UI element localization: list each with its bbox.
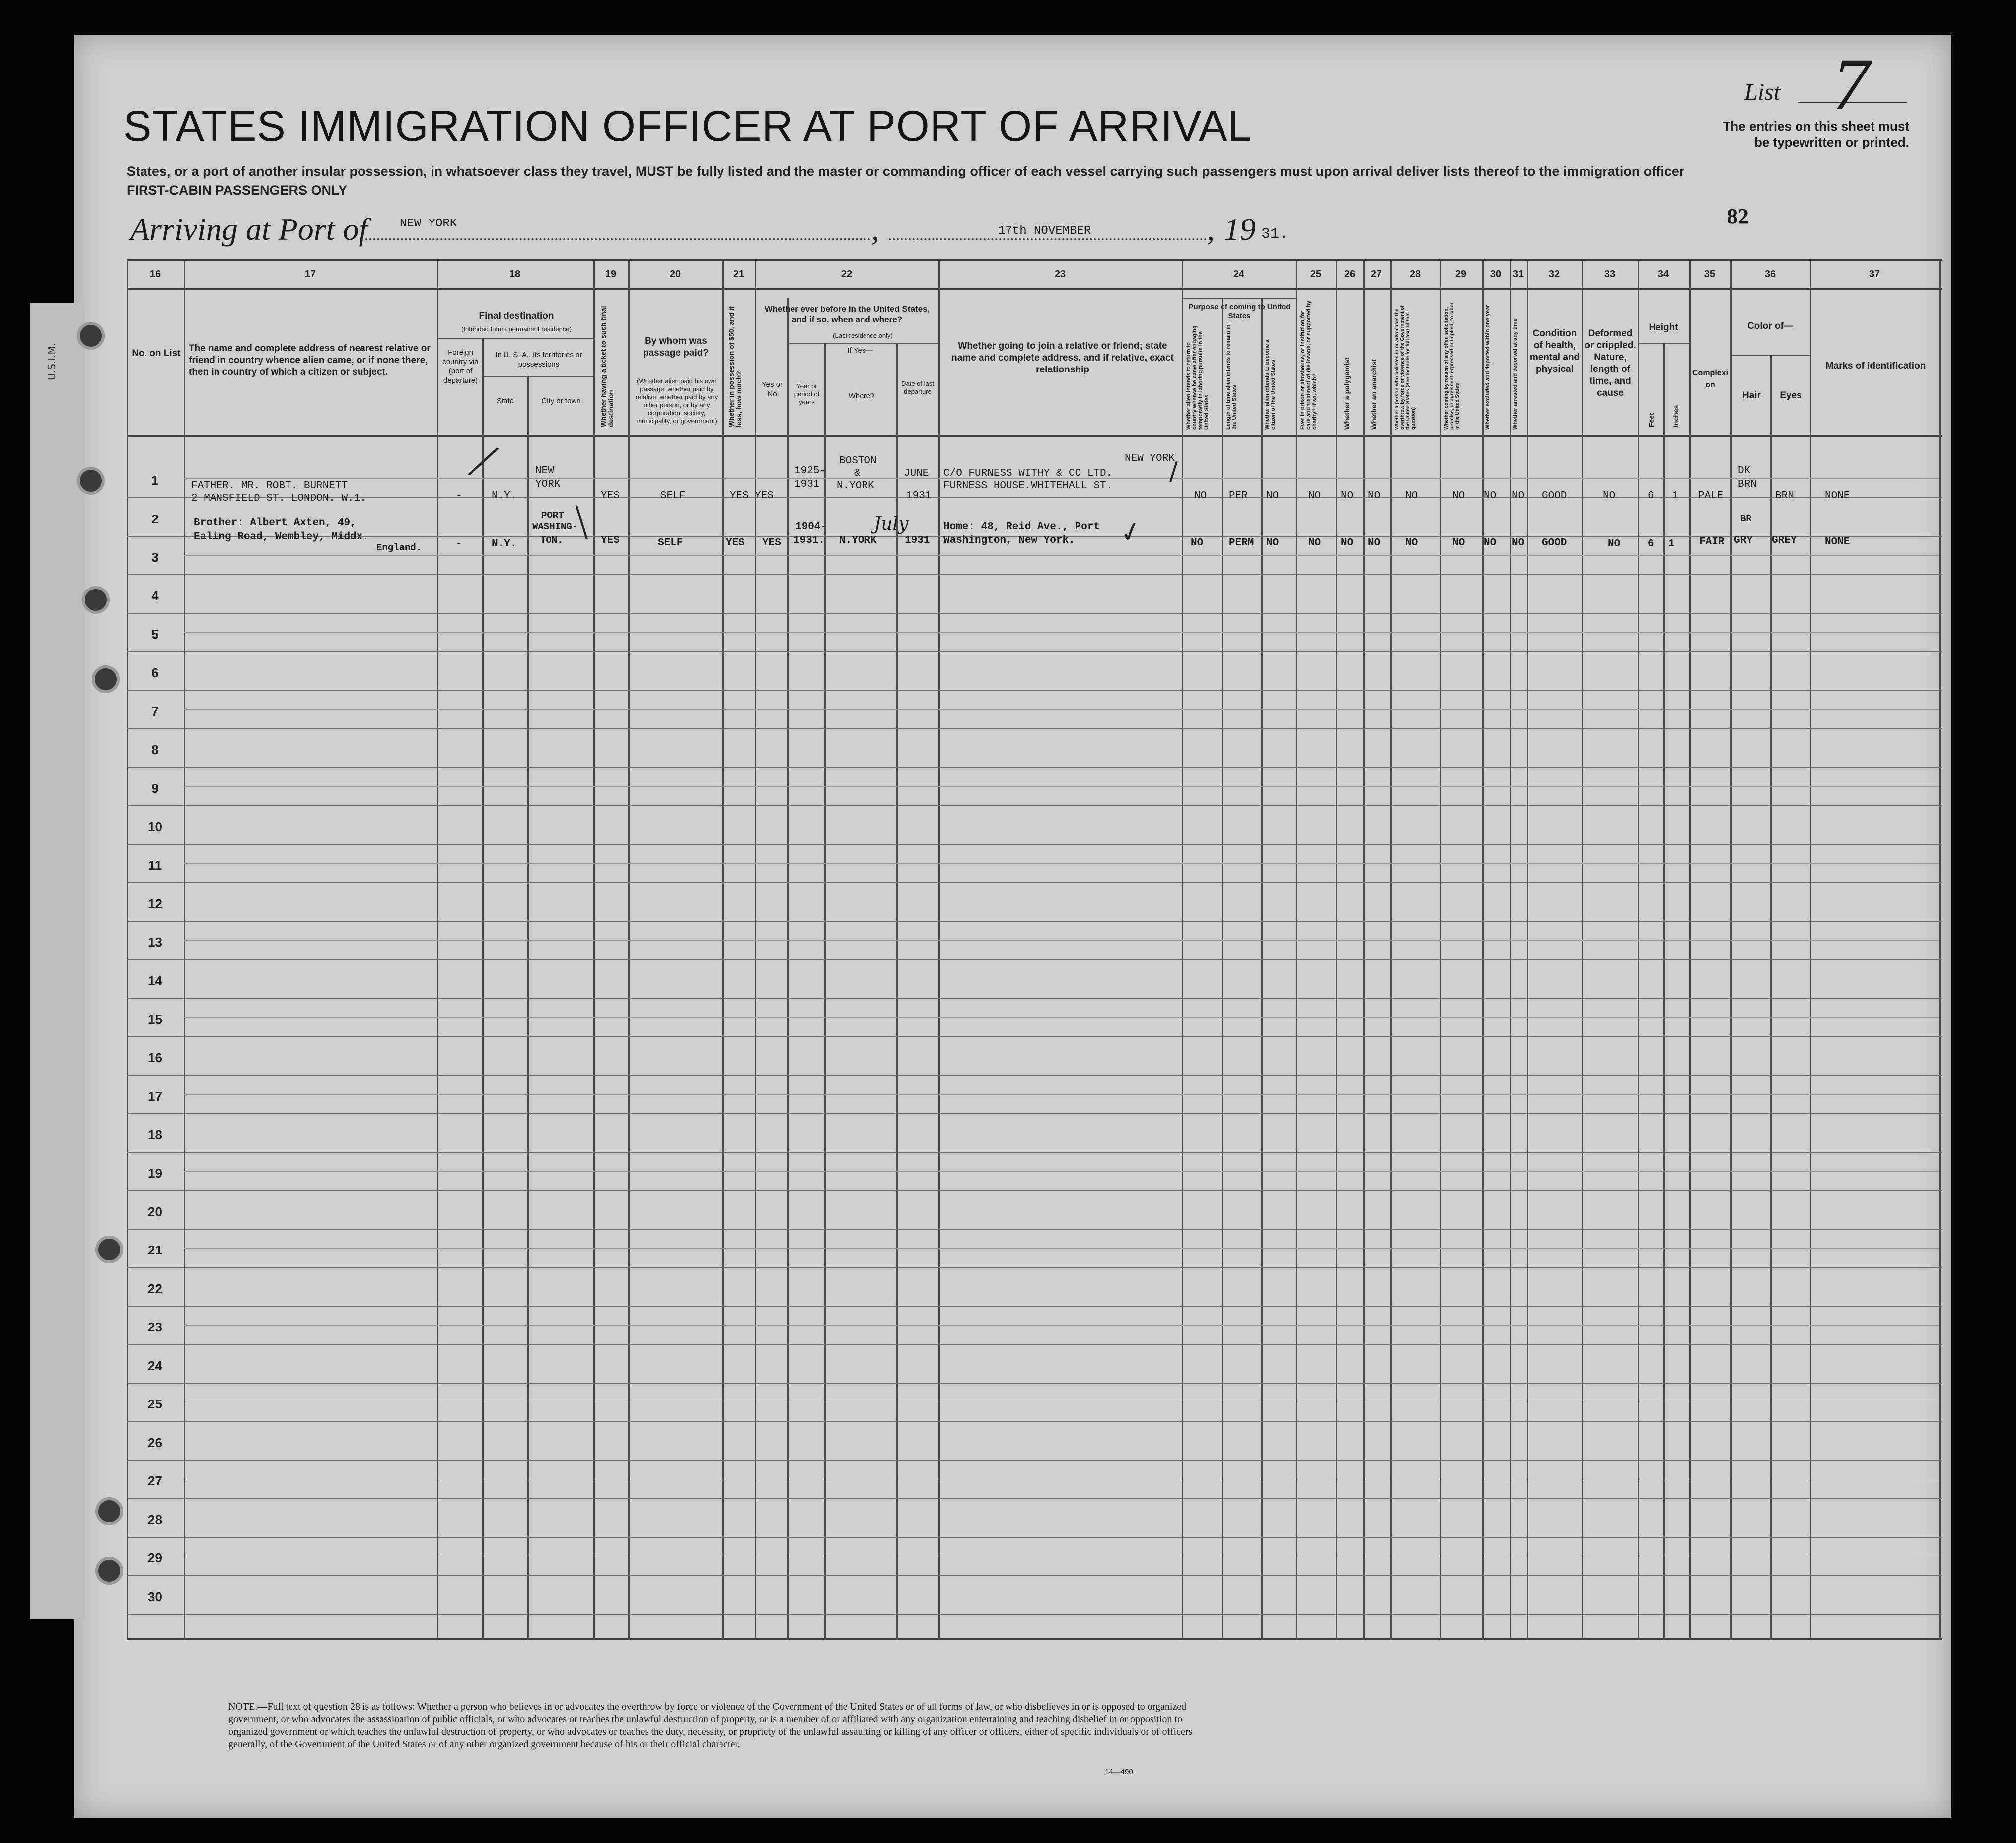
column-number: 37 (1869, 269, 1880, 280)
row-subrule (184, 632, 1939, 633)
row1-joining-line2: C/O FURNESS WITHY & CO LTD. (943, 468, 1113, 479)
column-rule (896, 343, 898, 1639)
row-rule (127, 1460, 1942, 1461)
binding-hole-icon (77, 322, 105, 350)
header-color: Color of— (1747, 321, 1793, 331)
row-rule (127, 690, 1942, 691)
header-passage-paid: By whom was passage paid? (643, 336, 709, 358)
date-value: 17th NOVEMBER (998, 224, 1091, 238)
header-purpose-citizen: Whether alien intends to become a citizen of the United States (1264, 339, 1276, 430)
list-label: List (1744, 79, 1781, 105)
year-suffix: 31. (1261, 226, 1289, 243)
row1-return: NO (1194, 490, 1207, 502)
row1-years-line1: 1925- (794, 465, 826, 477)
column-rule (1510, 261, 1511, 1639)
port-value: NEW YORK (400, 217, 457, 230)
row1-ticket: YES (601, 490, 620, 502)
row-number: 27 (148, 1474, 162, 1488)
row-number: 6 (151, 665, 159, 680)
column-number: 20 (669, 269, 681, 280)
row1-overthrow: NO (1405, 490, 1418, 502)
column-number: 21 (733, 269, 745, 280)
row-number: 17 (148, 1089, 162, 1104)
footer-note: NOTE.—Full text of question 28 is as follows: Whether a person who believes in or advocates the overthrow by force or violence of the Government of the United States or of all forms of law, or who disbelieves in or is opposed to organized government, or who advocates the assassination of public officials, or who advocates or teaches the unlawful destruction of property, or is a member of or affiliated with any organization entertaining and teaching disbelief in or opposition to organized government or which teaches the unlawful destruction of property, or who advocates or teaches the duty, necessity, or propriety of the unlawful assaulting or killing of any officer or officers, either of specific individuals or of officers generally, of the Government of the United States or of any other organized government because of his or their official character. (228, 1701, 1193, 1750)
header-final-destination-note: (Intended future permanent residence) (461, 325, 572, 333)
header-deformed: Deformed or crippled. Nature, length of time, and cause (1584, 328, 1636, 398)
row-number: 26 (148, 1435, 162, 1450)
binding-hole-icon (77, 467, 105, 495)
row-number: 18 (148, 1127, 162, 1142)
header-polygamist: Whether a polygamist (1343, 357, 1351, 430)
column-rule (1663, 343, 1665, 1639)
header-final-destination: Final destination (479, 311, 554, 321)
row-number: 7 (151, 704, 159, 719)
column-number: 28 (1409, 269, 1421, 280)
header-complexion: Complexion (1692, 369, 1728, 389)
column-number: 30 (1490, 269, 1502, 280)
row-subrule (184, 555, 1939, 556)
row1-city-line2: YORK (535, 479, 561, 490)
header-anarchist: Whether an anarchist (1370, 359, 1378, 430)
row-rule (127, 497, 1942, 498)
row2-years-line1: 1904- (795, 521, 827, 533)
row-number: 1 (151, 473, 159, 488)
column-number: 29 (1455, 269, 1467, 280)
row2-overthrow: NO (1405, 537, 1418, 549)
usa-sub-rule (483, 376, 594, 377)
row2-ticket: YES (601, 535, 620, 546)
row-subrule (184, 1171, 1939, 1172)
binding-hole-icon (95, 1497, 123, 1525)
row1-hair-line1: DK (1738, 465, 1751, 477)
row2-health: GOOD (1542, 537, 1567, 549)
row-number: 15 (148, 1012, 162, 1027)
row-rule (127, 805, 1942, 806)
row-subrule (184, 709, 1939, 710)
page-title: STATES IMMIGRATION OFFICER AT PORT OF ARRIVAL (123, 102, 1252, 150)
row-number: 3 (151, 550, 159, 565)
row-number: 5 (151, 627, 159, 642)
column-rule (1296, 261, 1297, 1639)
row2-offer: NO (1452, 537, 1465, 549)
row1-where-line1: BOSTON (839, 455, 877, 467)
column-number: 16 (149, 269, 161, 280)
column-rule (1440, 261, 1441, 1639)
column-number-rule (127, 288, 1942, 290)
row1-inches: 1 (1672, 490, 1679, 502)
row-subrule (184, 1325, 1939, 1326)
row-number: 12 (148, 896, 162, 911)
row1-citizen: NO (1266, 490, 1279, 502)
row2-excluded: NO (1484, 537, 1497, 549)
row-rule (127, 651, 1942, 652)
row1-state: N.Y. (492, 490, 517, 502)
list-number: 7 (1832, 43, 1870, 126)
header-passage-paid-note: (Whether alien paid his own passage, whether paid by relative, whether paid by any other person, or by any corporation, society, municipality, or government) (635, 377, 718, 425)
header-hair: Hair (1742, 390, 1761, 401)
header-offer: Whether coming by reason of any offer, solicitation, promise, or agreement, expressed or implied, to labor in the United States (1444, 302, 1460, 430)
row-subrule (184, 1248, 1939, 1249)
header-no-on-list: No. on List (132, 348, 181, 359)
header-height: Height (1649, 322, 1678, 333)
column-number: 26 (1344, 269, 1356, 280)
port-underline (361, 238, 870, 240)
column-rule (1482, 261, 1484, 1639)
comma-separator: , (1207, 212, 1215, 247)
row1-relative-line1: FATHER. MR. ROBT. BURNETT (191, 480, 348, 492)
header-state: State (496, 397, 514, 405)
row1-complexion: PALE (1698, 490, 1724, 502)
column-number: 35 (1704, 269, 1716, 280)
manifest-sheet (74, 35, 1951, 1818)
row1-where-line3: N.YORK (837, 480, 874, 492)
row2-complexion: FAIR (1699, 536, 1725, 548)
binding-strip (30, 303, 84, 1619)
row2-joining-line2: Washington, New York. (943, 535, 1075, 546)
header-date-departure: Date of last departure (901, 380, 934, 395)
row2-relative-line1: Brother: Albert Axten, 49, (194, 517, 357, 529)
column-number: 24 (1233, 269, 1245, 280)
column-number: 34 (1657, 269, 1669, 280)
column-rule (1689, 261, 1691, 1639)
row1-excluded: NO (1484, 490, 1497, 502)
row-subrule (184, 940, 1939, 941)
row-number: 23 (148, 1320, 162, 1334)
row-number: 24 (148, 1358, 162, 1373)
column-number: 18 (509, 269, 521, 280)
header-excluded: Whether excluded and deported within one year (1485, 305, 1491, 430)
check-mark-icon: / (1169, 457, 1178, 486)
column-rule (722, 261, 724, 1639)
header-city: City or town (541, 397, 581, 405)
column-number: 25 (1310, 269, 1322, 280)
row-number: 19 (148, 1166, 162, 1180)
row-subrule (184, 863, 1939, 864)
ifyes-sub-rule (788, 343, 938, 344)
table-top-rule (127, 259, 1942, 261)
column-number: 36 (1764, 269, 1776, 280)
side-stamp: U.S.I.M. (46, 343, 58, 380)
row2-relative-line2: Ealing Road, Wembley, Middx. (194, 531, 369, 543)
header-health: Condition of health, mental and physical (1529, 328, 1580, 374)
row1-years-line2: 1931 (794, 479, 820, 490)
row-rule (127, 574, 1942, 575)
row1-marks: NONE (1825, 490, 1850, 502)
row-number: 29 (148, 1550, 162, 1565)
row2-deported: NO (1512, 537, 1525, 549)
column-number: 22 (841, 269, 853, 280)
column-rule (1638, 261, 1639, 1639)
row-number: 9 (151, 781, 159, 796)
row-number: 22 (148, 1281, 162, 1296)
header-before-in-us: Whether ever before in the United States, and if so, when and where? (764, 304, 930, 324)
row1-relative-line2: 2 MANSFIELD ST. LONDON. W.1. (191, 493, 366, 504)
check-mark-icon: ╱ (469, 442, 498, 482)
column-rule (1390, 261, 1392, 1639)
row-rule (127, 1229, 1942, 1230)
row-number: 8 (151, 742, 159, 757)
column-number: 31 (1512, 269, 1524, 280)
header-joining-relative: Whether going to join a relative or friend; state name and complete address, and if relative, exact relationship (951, 341, 1174, 375)
row-number: 21 (148, 1243, 162, 1257)
page-number: 82 (1727, 204, 1749, 228)
column-rule (1810, 261, 1811, 1639)
header-yes-or-no: Yes or No (762, 380, 783, 398)
row-rule (127, 998, 1942, 999)
row2-hair-line1: BR (1740, 514, 1752, 524)
row-rule (127, 613, 1942, 614)
row1-before: YES (755, 490, 774, 502)
row2-money: YES (726, 537, 745, 549)
row-number: 14 (148, 973, 162, 988)
row2-city-line1: PORT (541, 510, 564, 521)
row-rule (127, 1614, 1942, 1615)
column-rule (1336, 261, 1337, 1639)
column-rule (127, 261, 128, 1640)
row-number: 20 (148, 1204, 162, 1219)
column-rule (1939, 261, 1941, 1639)
row-number: 28 (148, 1512, 162, 1527)
row-rule (127, 1344, 1942, 1345)
header-inches: Inches (1672, 405, 1680, 427)
header-marks: Marks of identification (1825, 361, 1926, 371)
header-year-period: Year or period of years (794, 382, 820, 406)
row-number: 10 (148, 819, 162, 834)
row-rule (127, 1113, 1942, 1114)
binding-hole-icon (95, 1557, 123, 1585)
class-line: FIRST-CABIN PASSENGERS ONLY (127, 183, 348, 198)
row-rule (127, 882, 1942, 883)
column-rule (787, 298, 789, 1639)
header-purpose-return: Whether alien intends to return to country whence he came after engaging temporarily in laboring pursuits in the United States (1186, 325, 1210, 430)
row2-deformed: NO (1608, 538, 1621, 550)
row2-before: YES (762, 537, 781, 549)
column-number: 17 (304, 269, 316, 280)
row2-marks: NONE (1825, 536, 1850, 548)
row-rule (127, 1152, 1942, 1153)
column-rule (628, 261, 630, 1639)
row2-citizen: NO (1266, 537, 1279, 549)
row-rule (127, 1421, 1942, 1422)
row2-years-line2: 1931. (793, 535, 825, 546)
row-number: 16 (148, 1050, 162, 1065)
header-eyes: Eyes (1780, 390, 1802, 401)
row-rule (127, 1575, 1942, 1576)
year-prefix: 19 (1224, 212, 1256, 247)
header-where: Where? (848, 392, 875, 400)
column-rule (755, 261, 756, 1639)
header-before-in-us-note: (Last residence only) (833, 332, 893, 339)
column-number: 23 (1054, 269, 1066, 280)
row2-polygamist: NO (1341, 537, 1354, 549)
header-overthrow: Whether a person who believes in or advocates the overthrow by force or violence of the Government of the United States (See footnote for full text of this question) (1394, 305, 1416, 430)
row2-city-line2: WASHING- (532, 521, 578, 532)
column-number: 32 (1548, 269, 1560, 280)
row1-departed-line1: JUNE (904, 468, 929, 479)
column-rule (1527, 261, 1528, 1639)
column-rule (1582, 261, 1583, 1639)
row2-departed-handwritten: July (874, 514, 909, 534)
column-rule (593, 261, 595, 1639)
row-number: 2 (151, 511, 159, 526)
entries-note: The entries on this sheet must be typewritten or printed. (1723, 119, 1909, 149)
row-number: 30 (148, 1589, 162, 1604)
row2-return: NO (1191, 537, 1204, 549)
row2-anarchist: NO (1368, 537, 1381, 549)
binding-hole-icon (82, 586, 110, 614)
row1-city-line1: NEW (535, 465, 554, 477)
row2-foreign: - (456, 538, 462, 550)
check-mark-icon: ✓ (1116, 514, 1146, 550)
row1-foreign: - (456, 490, 462, 502)
row-rule (127, 959, 1942, 960)
instruction-text: States, or a port of another insular possession, in whatsoever class they travel, MUST be fully listed and the master or commanding officer of each vessel carrying such passengers must upon arrival deliver lists thereof to the immigration officer (127, 164, 1685, 179)
row1-prison: NO (1308, 490, 1321, 502)
row2-hair-line2: GRY (1734, 535, 1753, 546)
row2-paid-by: SELF (658, 537, 683, 549)
row1-feet: 6 (1648, 490, 1654, 502)
row1-health: GOOD (1542, 490, 1567, 502)
binding-hole-icon (92, 665, 120, 693)
row-number: 13 (148, 935, 162, 950)
row1-deformed: NO (1603, 490, 1616, 502)
date-underline (889, 238, 1207, 240)
column-rule (184, 261, 185, 1639)
row-rule (127, 728, 1942, 729)
row2-joining-line1: Home: 48, Reid Ave., Port (943, 521, 1100, 533)
row2-prison: NO (1308, 537, 1321, 549)
row2-length: PERM (1229, 537, 1254, 549)
row-rule (127, 921, 1942, 922)
row1-paid-by: SELF (660, 490, 686, 502)
row2-feet: 6 (1648, 538, 1654, 550)
column-rule (1363, 261, 1365, 1639)
row-rule (127, 1036, 1942, 1037)
row-subrule (184, 786, 1939, 787)
row1-polygamist: NO (1341, 490, 1354, 502)
row1-where-line2: & (854, 468, 861, 479)
row-number: 11 (148, 858, 162, 873)
row1-hair-line2: BRN (1738, 479, 1757, 490)
column-number: 27 (1370, 269, 1382, 280)
row-rule (127, 1306, 1942, 1307)
comma-separator: , (871, 212, 879, 247)
arriving-label: Arriving at Port of (130, 212, 368, 247)
header-purpose: Purpose of coming to United States (1188, 303, 1291, 320)
row-rule (127, 1075, 1942, 1076)
column-rule (938, 261, 940, 1639)
column-rule (1222, 298, 1223, 1639)
row-subrule (184, 1094, 1939, 1095)
row-number: 4 (151, 588, 159, 603)
row-rule (127, 1383, 1942, 1384)
check-mark-icon: ╲ (571, 505, 592, 539)
column-rule (482, 339, 484, 1639)
column-rule (437, 261, 438, 1639)
row2-inches: 1 (1668, 538, 1675, 550)
row1-money: YES (730, 490, 749, 502)
row-rule (127, 1190, 1942, 1191)
header-ticket: Whether having a ticket to such final destination (599, 306, 615, 427)
column-rule (1182, 261, 1183, 1639)
row2-state: N.Y. (492, 538, 517, 550)
row-number: 25 (148, 1397, 162, 1411)
header-feet: Feet (1647, 413, 1655, 427)
row2-where-line1: N.YORK (839, 535, 877, 546)
row1-departed-line2: 1931 (906, 490, 932, 502)
header-foreign-country: Foreign country via (port of departure) (442, 348, 479, 385)
row-rule (127, 767, 1942, 768)
header-prison: Ever in prison or almshouse, or institution for care and treatment of the insane, or supported by charity? If so, which? (1300, 300, 1318, 430)
column-rule (1770, 355, 1772, 1639)
row2-eyes: GREY (1772, 535, 1797, 546)
header-purpose-length: Length of time alien intends to remain in the United States (1225, 324, 1237, 430)
column-rule (527, 376, 529, 1639)
row-rule (127, 1537, 1942, 1538)
row1-anarchist: NO (1368, 490, 1381, 502)
row-subrule (184, 1017, 1939, 1018)
column-rule (1730, 261, 1732, 1639)
header-bottom-rule (127, 435, 1942, 437)
row-rule (127, 1267, 1942, 1268)
column-number: 33 (1604, 269, 1616, 280)
row1-length: PER (1229, 490, 1248, 502)
header-if-yes: If Yes— (847, 346, 873, 355)
row2-departed-line2: 1931 (905, 535, 930, 546)
purpose-sub-rule (1183, 298, 1296, 299)
column-number: 19 (605, 269, 617, 280)
row1-joining-line1: NEW YORK (1125, 453, 1175, 464)
row2-relative-line3: England. (376, 542, 422, 553)
table-bottom-rule (127, 1638, 1942, 1640)
header-relative: The name and complete address of nearest relative or friend in country whence alien came, or if none there, then in country of which a citizen or subject. (189, 343, 431, 377)
row-rule (127, 1498, 1942, 1499)
header-fifty-dollars: Whether in possession of $50, and if less, how much? (727, 306, 743, 427)
dest-sub-rule (438, 338, 594, 339)
column-rule (1261, 298, 1263, 1639)
form-code: 14—490 (1105, 1768, 1133, 1776)
row1-joining-line3: FURNESS HOUSE.WHITEHALL ST. (943, 480, 1113, 492)
row1-deported: NO (1512, 490, 1525, 502)
row2-city-line3: TON. (540, 535, 563, 546)
binding-hole-icon (95, 1236, 123, 1263)
header-arrested: Whether arrested and deported at any time (1512, 318, 1518, 430)
header-in-usa: In U. S. A., its territories or possessions (495, 351, 582, 369)
row1-eyes: BRN (1775, 490, 1794, 502)
row-rule (127, 844, 1942, 845)
row1-offer: NO (1452, 490, 1465, 502)
